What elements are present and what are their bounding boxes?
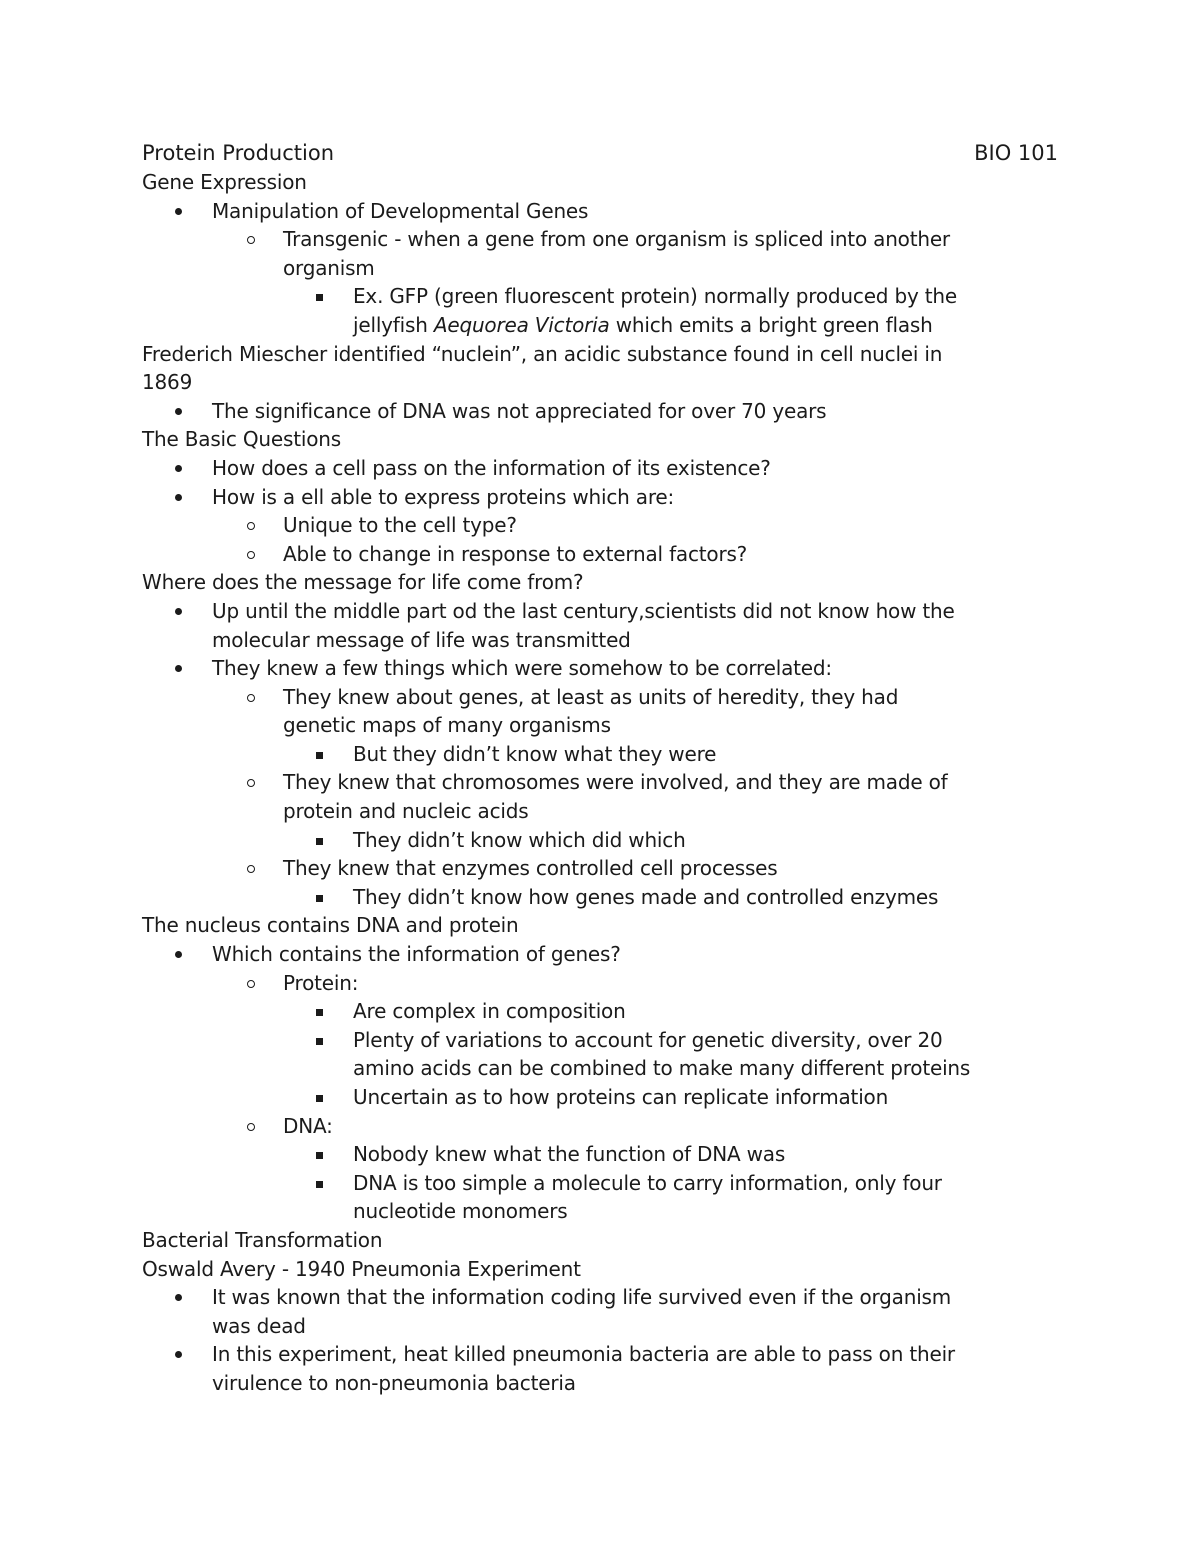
note-line — [142, 1312, 1062, 1341]
note-text: It was known that the information coding life survived even if the organism — [212, 1285, 952, 1310]
notes-body — [142, 168, 1062, 1398]
note-text: They didn’t know how genes made and controlled enzymes — [353, 884, 939, 909]
note-line — [142, 397, 1062, 426]
note-text: They knew about genes, at least as units of heredity, they had — [283, 684, 899, 709]
note-text: Protein: — [283, 970, 359, 995]
note-line — [142, 568, 1062, 597]
note-line — [142, 597, 1062, 626]
note-line — [142, 511, 1062, 540]
note-line — [142, 626, 1062, 655]
note-line — [142, 940, 1062, 969]
note-text: was dead — [212, 1313, 306, 1338]
note-line — [142, 883, 1062, 912]
note-line — [142, 768, 1062, 797]
species-name: Aequorea Victoria — [433, 312, 610, 337]
note-line — [142, 683, 1062, 712]
note-line — [142, 740, 1062, 769]
note-line — [142, 425, 1062, 454]
note-text: They didn’t know which did which — [353, 827, 686, 852]
note-line — [142, 282, 1062, 311]
note-line — [142, 1197, 1062, 1226]
note-text: DNA is too simple a molecule to carry information, only four — [353, 1170, 942, 1195]
note-text: The Basic Questions — [142, 427, 341, 452]
note-text: Transgenic - when a gene from one organism is spliced into another — [283, 227, 950, 252]
note-line — [142, 540, 1062, 569]
note-line — [142, 1283, 1062, 1312]
note-text: How is a ell able to express proteins which are: — [212, 484, 675, 509]
note-text: which emits a bright green flash — [609, 312, 933, 337]
note-text: organism — [283, 255, 375, 280]
note-line — [142, 1112, 1062, 1141]
note-text: Where does the message for life come from? — [142, 570, 584, 595]
note-line — [142, 1083, 1062, 1112]
note-line — [142, 654, 1062, 683]
note-text: They knew a few things which were somehow to be correlated: — [212, 656, 832, 681]
note-text: Unique to the cell type? — [283, 513, 517, 538]
note-text: DNA: — [283, 1113, 333, 1138]
note-text: jellyfish — [353, 312, 434, 337]
note-text: protein and nucleic acids — [283, 799, 529, 824]
note-text: Uncertain as to how proteins can replicate information — [353, 1085, 889, 1109]
note-text: Plenty of variations to account for genetic diversity, over 20 — [353, 1027, 943, 1052]
note-text: The significance of DNA was not appreciated for over 70 years — [212, 398, 827, 423]
note-line — [142, 1226, 1062, 1255]
note-line — [142, 197, 1062, 226]
note-line — [142, 1140, 1062, 1169]
note-line — [142, 997, 1062, 1026]
note-text: Up until the middle part od the last century,scientists did not know how the — [212, 598, 955, 623]
note-text: molecular message of life was transmitted — [212, 627, 631, 652]
note-line — [142, 1255, 1062, 1284]
note-text: The nucleus contains DNA and protein — [142, 913, 519, 938]
note-text: Ex. GFP (green fluorescent protein) normally produced by the — [353, 284, 957, 309]
note-text: Oswald Avery - 1940 Pneumonia Experiment — [142, 1256, 581, 1281]
note-text: But they didn’t know what they were — [353, 741, 717, 766]
course-code: BIO 101 — [974, 141, 1058, 165]
note-line — [142, 711, 1062, 740]
note-text: genetic maps of many organisms — [283, 713, 611, 738]
note-line — [142, 483, 1062, 512]
note-line — [142, 225, 1062, 254]
note-text: Are complex in composition — [353, 999, 626, 1024]
header-row — [142, 138, 1062, 168]
note-line — [142, 1054, 1062, 1083]
note-text: Gene Expression — [142, 170, 307, 194]
note-line — [142, 911, 1062, 940]
note-text: They knew that enzymes controlled cell processes — [283, 856, 778, 881]
note-line — [142, 826, 1062, 855]
note-text: They knew that chromosomes were involved, and they are made of — [283, 770, 948, 795]
note-line — [142, 340, 1062, 369]
note-text: In this experiment, heat killed pneumonia bacteria are able to pass on their — [212, 1342, 955, 1367]
note-line — [142, 1340, 1062, 1369]
note-line — [142, 368, 1062, 397]
note-line — [142, 797, 1062, 826]
document-page — [142, 138, 1062, 1398]
note-text: Nobody knew what the function of DNA was — [353, 1142, 786, 1167]
note-line — [142, 454, 1062, 483]
note-text: nucleotide monomers — [353, 1199, 568, 1224]
note-text: virulence to non-pneumonia bacteria — [212, 1370, 576, 1395]
note-text: Bacterial Transformation — [142, 1227, 383, 1252]
note-line — [142, 969, 1062, 998]
note-line — [142, 311, 1062, 340]
note-line — [142, 168, 1062, 197]
note-text: Frederich Miescher identified “nuclein”, an acidic substance found in cell nuclei in — [142, 341, 943, 366]
document-title: Protein Production — [142, 141, 335, 165]
note-line — [142, 1169, 1062, 1198]
note-line — [142, 254, 1062, 283]
note-text: Manipulation of Developmental Genes — [212, 198, 589, 223]
note-line — [142, 1026, 1062, 1055]
note-text: Which contains the information of genes? — [212, 942, 621, 967]
note-line — [142, 1369, 1062, 1398]
note-text: How does a cell pass on the information of its existence? — [212, 455, 771, 480]
note-line — [142, 854, 1062, 883]
note-text: 1869 — [142, 370, 193, 395]
note-text: Able to change in response to external factors? — [283, 541, 748, 566]
note-text: amino acids can be combined to make many different proteins — [353, 1056, 971, 1081]
